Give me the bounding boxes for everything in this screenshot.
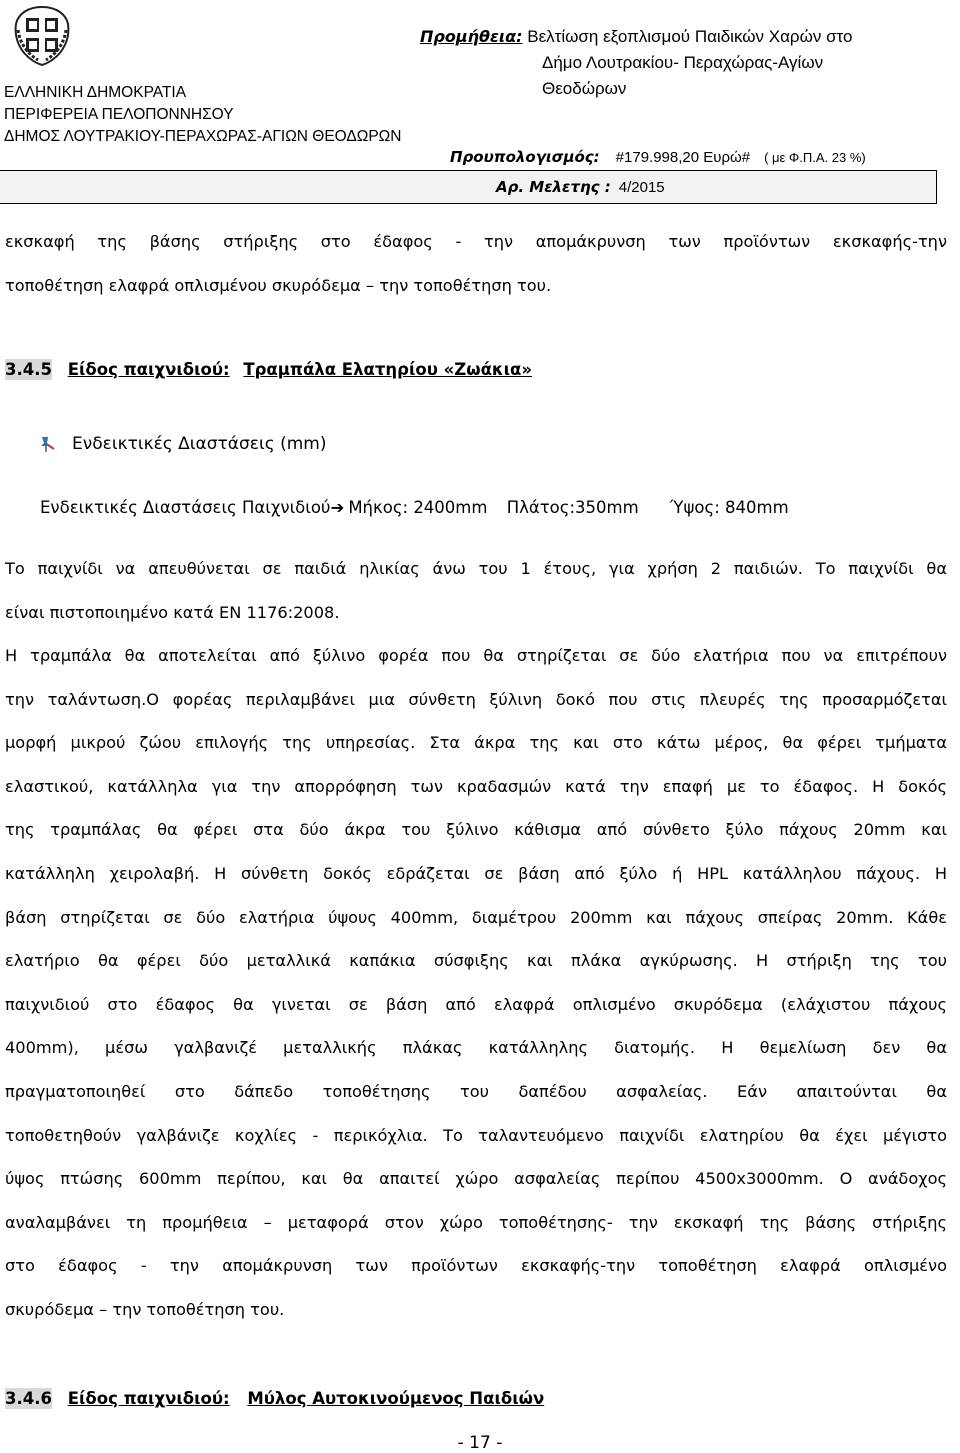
age-usage-line-2: είναι πιστοποιημένο κατά EN 1176:2008. [5, 603, 340, 622]
authority-line-region: ΠΕΡΙΦΕΡΕΙΑ ΠΕΛΟΠΟΝΝΗΣΟΥ [4, 106, 234, 123]
procurement-title [420, 24, 920, 102]
intro-line-1: εκσκαφή της βάσης στήριξης στο έδαφος - την απομάκρυνση των προϊόντων εκσκαφής-την [5, 232, 947, 251]
budget-line [450, 148, 866, 166]
description-line: της τραμπάλας θα φέρει στα δύο άκρα του ξύλινο κάθισμα από σύνθετο ξύλο πάχους 20mm και [5, 820, 947, 840]
budget-note: ( με Φ.Π.Α. 23 %) [764, 150, 866, 165]
description-line: 400mm), μέσω γαλβανιζέ μεταλλικής πλάκας κατάλληλης διατομής. Η θεμελίωση δεν θα [5, 1038, 947, 1058]
description-line: τοποθετηθούν γαλβάνιζε κοχλίες - περικόχλια. Το ταλαντευόμενο παιχνίδι ελατηρίου θα έχει μέγιστο [5, 1125, 947, 1145]
section-title: Τραμπάλα Ελατηρίου «Ζωάκια» [243, 360, 533, 379]
description-line: στο έδαφος - την απομάκρυνση των προϊόντων εκσκαφής-την τοποθέτηση ελαφρά οπλισμένο [5, 1256, 947, 1276]
section-number: 3.4.5 [5, 360, 52, 379]
hellenic-republic-emblem-icon [10, 4, 74, 66]
description-line: παιχνιδιού στο έδαφος θα γινεται σε βάση από ελαφρά οπλισμένο σκυρόδεμα (ελάχιστου πάχους [5, 994, 947, 1014]
study-number-box [0, 170, 937, 203]
pushpin-bullet-icon [38, 435, 56, 453]
dims-height: Ύψος: 840mm [669, 498, 789, 517]
description-line: ύψος πτώσης 600mm περίπου, και θα απαιτεί χώρο ασφαλείας περίπου 4500x3000mm. Ο ανάδοχος [5, 1169, 947, 1189]
description-line: μορφή μικρού ζώου επιλογής της υπηρεσίας. Στα άκρα της και στο κάτω μέρος, θα φέρει τμήματα [5, 733, 947, 753]
study-value: 4/2015 [618, 179, 665, 196]
section-heading-3-4-5 [5, 360, 532, 379]
authority-line-municipality: ΔΗΜΟΣ ΛΟΥΤΡΑΚΙΟΥ-ΠΕΡΑΧΩΡΑΣ-ΑΓΙΩΝ ΘΕΟΔΩΡΩΝ [4, 128, 402, 145]
intro-line-2: τοποθέτηση ελαφρά οπλισμένου σκυρόδεμα – την τοποθέτηση του. [5, 276, 552, 295]
section-title: Μύλος Αυτοκινούμενος Παιδιών [247, 1389, 545, 1408]
issuing-authority [4, 82, 401, 148]
budget-value: #179.998,20 Ευρώ# [615, 149, 751, 166]
authority-line-republic: ΕΛΛΗΝΙΚΗ ΔΗΜΟΚΡΑΤΙΑ [4, 84, 187, 101]
indicative-dimensions-values [40, 498, 789, 517]
page-number: - 17 - [457, 1433, 503, 1453]
right-arrow-icon: ➔ [330, 498, 345, 517]
dims-length: Μήκος: 2400mm [348, 498, 488, 517]
description-line: κατάλληλη χειρολαβή. Η σύνθετη δοκός εδράζεται σε βάση από ξύλο ή HPL κατάλληλου πάχους. Η [5, 864, 947, 883]
description-line: βάση στηρίζεται σε δύο ελατήρια ύψους 400mm, διαμέτρου 200mm και πάχους σπείρας 20mm. Κάθε [5, 907, 947, 927]
procurement-line-1: Βελτίωση εξοπλισμού Παιδικών Χαρών στο [522, 27, 853, 46]
dims-width: Πλάτος:350mm [506, 498, 639, 517]
study-number-line [496, 178, 665, 196]
description-line: ελαστικού, κατάλληλα για την απορρόφηση των κραδασμών κατά την επαφή με το έδαφος. Η δοκός [5, 776, 947, 796]
indicative-dimensions-title: Ενδεικτικές Διαστάσεις (mm) [72, 434, 327, 454]
dims-prefix: Ενδεικτικές Διαστάσεις Παιχνιδιού [40, 498, 331, 517]
procurement-label: Προμήθεια: [420, 27, 523, 46]
description-line: αναλαμβάνει τη προμήθεια – μεταφορά στον χώρο τοποθέτησης- την εκσκαφή της βάσης στήριξης [5, 1212, 947, 1232]
procurement-line-3: Θεοδώρων [542, 79, 627, 98]
header-divider [0, 203, 937, 204]
section-label: Είδος παιχνιδιού: [67, 360, 230, 379]
description-line: πραγματοποιηθεί στο δάπεδο τοποθέτησης του δαπέδου ασφαλείας. Εάν απαιτούνται θα [5, 1082, 947, 1101]
document-header [0, 0, 960, 205]
description-line: Η τραμπάλα θα αποτελείται από ξύλινο φορέα που θα στηρίζεται σε δύο ελατήρια που να επιτρέπουν [5, 646, 947, 665]
age-usage-line-1: Το παιχνίδι να απευθύνεται σε παιδιά ηλικίας άνω του 1 έτους, για χρήση 2 παιδιών. Το παιχνίδι θα [5, 559, 947, 578]
section-number: 3.4.6 [5, 1389, 52, 1408]
section-label: Είδος παιχνιδιού: [67, 1389, 230, 1408]
description-line: σκυρόδεμα – την τοποθέτηση του. [5, 1300, 285, 1319]
section-heading-3-4-6 [5, 1389, 544, 1408]
description-line: την ταλάντωση.Ο φορέας περιλαμβάνει μια σύνθετη ξύλινη δοκό που στις πλευρές της προσαρμόζεται [5, 689, 947, 709]
study-label: Αρ. Μελετης : [496, 178, 611, 196]
budget-label: Προυπολογισμός: [450, 148, 600, 166]
procurement-line-2: Δήμο Λουτρακίου- Περαχώρας-Αγίων [542, 53, 824, 72]
description-line: ελατήριο θα φέρει δύο μεταλλικά καπάκια σύσφιξης και πλάκα αγκύρωσης. Η στήριξη της του [5, 951, 947, 971]
